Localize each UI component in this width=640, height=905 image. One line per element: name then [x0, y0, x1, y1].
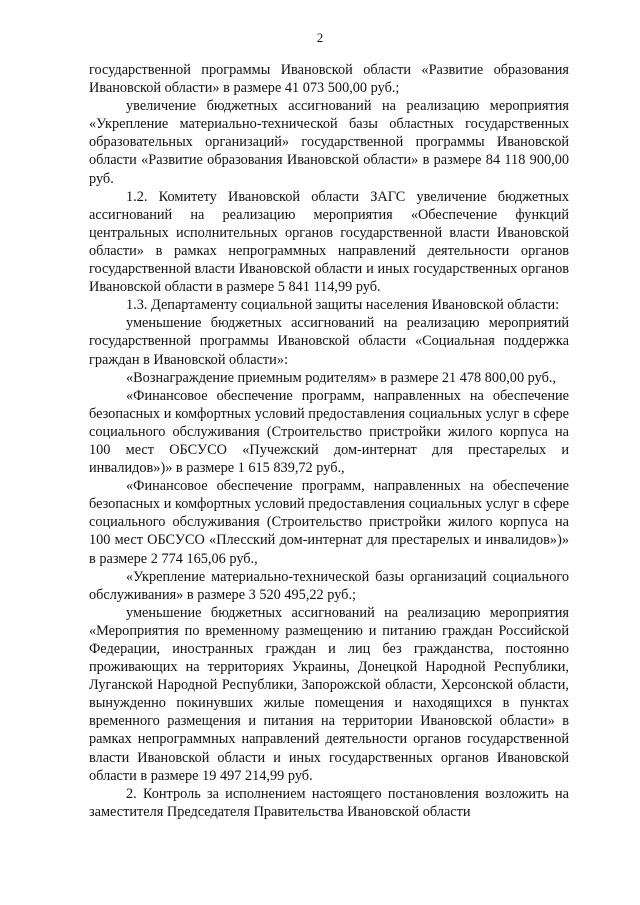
paragraph-6: «Вознаграждение приемным родителям» в размере 21 478 800,00 руб.,	[126, 369, 557, 386]
page-number: 2	[316, 30, 324, 45]
paragraph-8: «Финансовое обеспечение программ, направленных на обеспечение безопасных и комфортных условий предоставления социальных услуг в сфере социального обслуживания (Строительство пристройки жилого корпуса на 100 мест ОБСУСО «Плесский дом-интернат для престарелых и инвалидов»)» в размере 2 774 165,06 руб.,	[89, 478, 569, 567]
paragraph-5: уменьшение бюджетных ассигнований на реализацию мероприятий государственной программы Ивановской области «Социальная поддержка граждан в Ивановской области»:	[89, 315, 569, 368]
paragraph-10: уменьшение бюджетных ассигнований на реализацию мероприятия «Мероприятия по временному размещению и питанию граждан Российской Федерации, иностранных граждан и лиц без гражданства, постоянно проживающих на территориях Украины, Донецкой Народной Республики, Луганской Народной Республики, Запорожской области, Херсонской области, вынужденно покинувших жилые помещения и находящихся в пунктах временного размещения и питания на территории Ивановской области» в рамках непрограммных направлений деятельности органов государственной власти Ивановской области и иных государственных органов Ивановской области в размере 19 497 214,99 руб.	[89, 604, 569, 784]
paragraph-3: 1.2. Комитету Ивановской области ЗАГС увеличение бюджетных ассигнований на реализацию мероприятия «Обеспечение функций центральных исполнительных органов государственной власти Ивановской области» в рамках непрограммных направлений деятельности органов государственной власти Ивановской области и иных государственных органов Ивановской области в размере 5 841 114,99 руб.	[89, 188, 569, 296]
paragraph-11: 2. Контроль за исполнением настоящего постановления возложить на заместителя Председателя Правительства Ивановской области	[89, 785, 569, 820]
paragraph-9: «Укрепление материально-технической базы организаций социального обслуживания» в размере 3 520 495,22 руб.;	[89, 568, 569, 603]
paragraph-4: 1.3. Департаменту социальной защиты населения Ивановской области:	[126, 297, 560, 314]
paragraph-1: государственной программы Ивановской области «Развитие образования Ивановской области» в размере 41 073 500,00 руб.;	[89, 62, 569, 97]
paragraph-7: «Финансовое обеспечение программ, направленных на обеспечение безопасных и комфортных условий предоставления социальных услуг в сфере социального обслуживания (Строительство пристройки жилого корпуса на 100 мест ОБСУСО «Пучежский дом-интернат для престарелых и инвалидов»)» в размере 1 615 839,72 руб.,	[89, 387, 569, 477]
document-body	[89, 61, 569, 821]
paragraph-2: увеличение бюджетных ассигнований на реализацию мероприятия «Укрепление материально-технической базы областных государственных образовательных организаций» государственной программы Ивановской области «Развитие образования Ивановской области» в размере 84 118 900,00 руб.	[89, 98, 569, 187]
